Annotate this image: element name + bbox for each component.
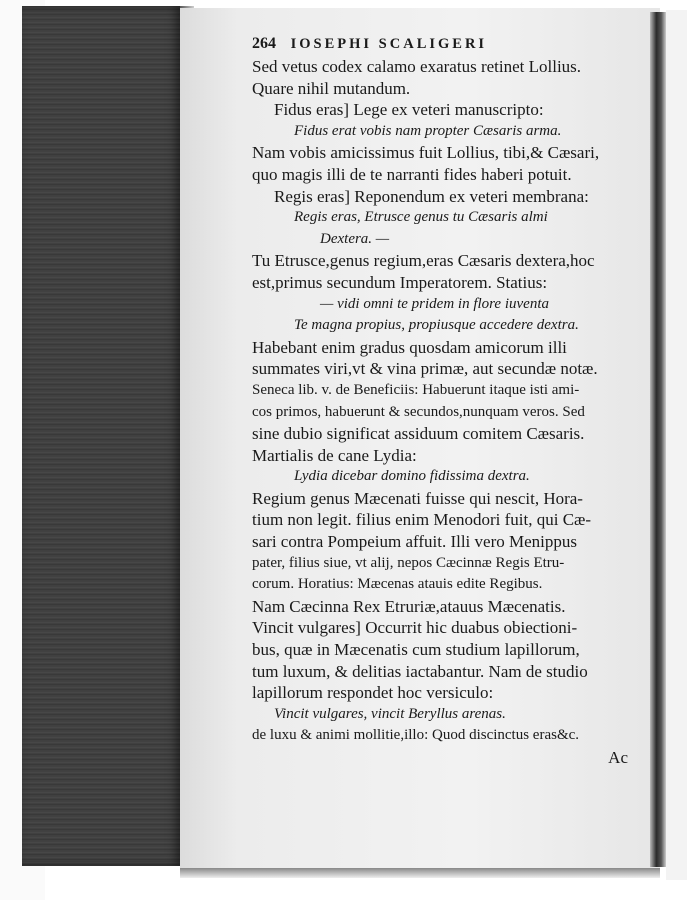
book-gutter: [650, 12, 666, 867]
text-line: tium non legit. filius enim Menodori fuit, qui Cæ-: [252, 510, 592, 530]
running-title: IOSEPHI SCALIGERI: [290, 36, 488, 52]
text-line: est,primus secundum Imperatorem. Statius:: [252, 272, 548, 292]
text-line: Regium genus Mæcenati fuisse qui nescit, Hora-: [252, 488, 583, 508]
quotation-line: Vincit vulgares, vincit Beryllus arenas.: [274, 705, 506, 722]
page-text: [252, 32, 650, 769]
text-line: tum luxum, & delitias iactabantur. Nam de studio: [252, 661, 588, 681]
quotation-line: Te magna propius, propiusque accedere dextra.: [294, 317, 579, 334]
text-line: pater, filius siue, vt alij, nepos Cæcinnæ Regis Etru-: [252, 554, 565, 571]
quotation-line: Lydia dicebar domino fidissima dextra.: [294, 468, 530, 485]
text-line: Martialis de cane Lydia:: [252, 445, 417, 465]
right-margin: [666, 10, 687, 880]
text-line: Sed vetus codex calamo exaratus retinet Lollius.: [252, 57, 582, 76]
text-line: quo magis illi de te narranti fides haberi potuit.: [252, 164, 572, 184]
page-bottom-edge: [180, 868, 660, 878]
quotation-line: — vidi omni te pridem in flore iuventa: [320, 295, 549, 312]
text-line: sari contra Pompeium affuit. Illi vero Menippus: [252, 532, 577, 552]
quotation-line: Fidus erat vobis nam propter Cæsaris arma.: [294, 122, 562, 139]
text-line: bus, quæ in Mæcenatis cum studium lapillorum,: [252, 640, 580, 660]
catchword: Ac: [608, 748, 628, 767]
lemma-line: Regis eras] Reponendum ex veteri membrana:: [274, 186, 589, 206]
text-line: corum. Horatius: Mæcenas atauis edite Regibus.: [252, 576, 543, 593]
text-line: Nam Cæcinna Rex Etruriæ,atauus Mæcenatis.: [252, 596, 566, 616]
book-fore-edge: [22, 6, 182, 866]
lemma-line: Fidus eras] Lege ex veteri manuscripto:: [274, 100, 544, 120]
text-line: summates viri,vt & vina primæ, aut secundæ notæ.: [252, 359, 598, 379]
text-line: de luxu & animi mollitie,illo: Quod discinctus eras&c.: [252, 727, 580, 744]
page-number: 264: [252, 35, 276, 52]
quotation-line: Regis eras, Etrusce genus tu Cæsaris almi: [294, 209, 548, 226]
running-head: [252, 32, 650, 56]
text-line: Quare nihil mutandum.: [252, 78, 411, 98]
text-line: cos primos, habuerunt & secundos,nunquam veros. Sed: [252, 403, 585, 420]
lemma-line: Vincit vulgares] Occurrit hic duabus obiectioni-: [252, 618, 578, 638]
text-line: Tu Etrusce,genus regium,eras Cæsaris dextera,hoc: [252, 251, 595, 271]
quotation-line: Dextera. —: [320, 230, 390, 247]
text-line: Habebant enim gradus quosdam amicorum illi: [252, 337, 567, 357]
text-line: sine dubio significat assiduum comitem Cæsaris.: [252, 424, 585, 444]
text-line: lapillorum respondet hoc versiculo:: [252, 683, 494, 703]
text-line: Seneca lib. v. de Beneficiis: Habuerunt itaque isti ami-: [252, 381, 580, 398]
text-line: Nam vobis amicissimus fuit Lollius, tibi,& Cæsari,: [252, 143, 600, 163]
